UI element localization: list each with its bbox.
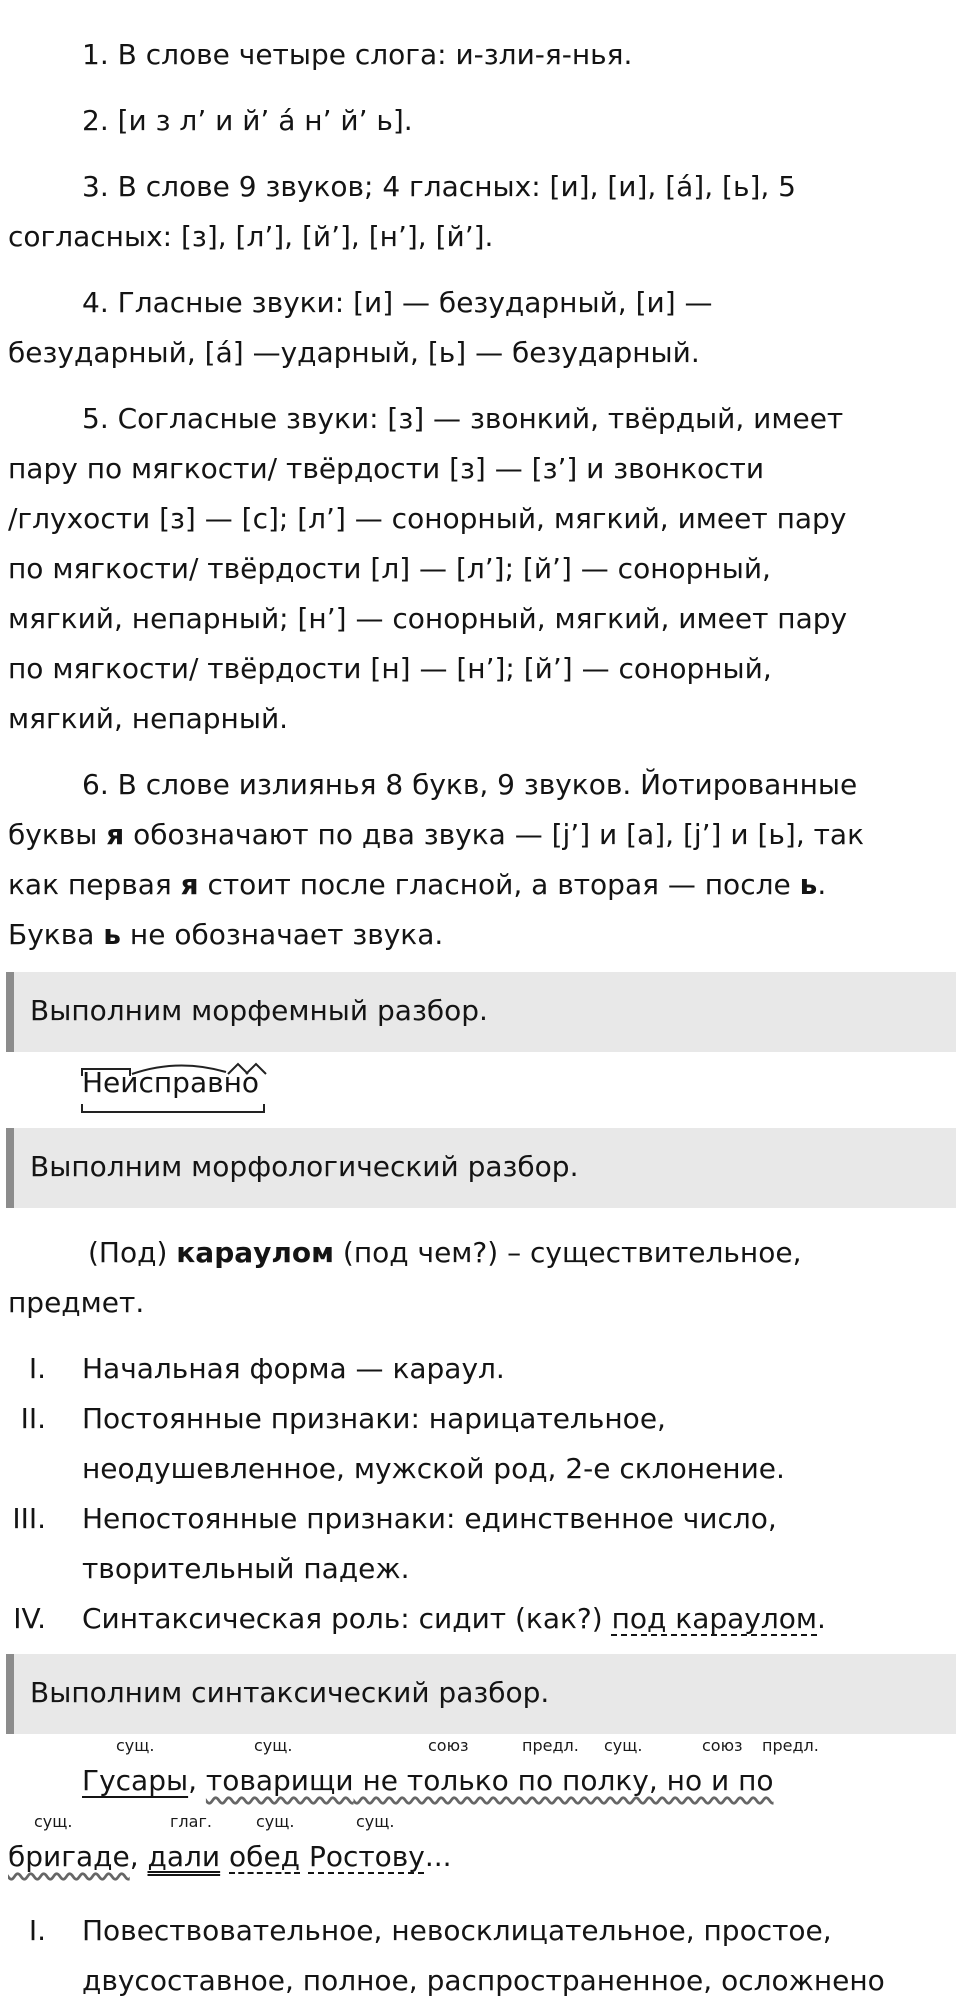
text-run: Буква [8, 918, 104, 951]
list-item: Начальная форма — караул. [82, 1352, 505, 1385]
morpheme-marks [78, 1060, 288, 1120]
text-run: стоит после гласной, а вторая — после [198, 868, 800, 901]
subject-word: Гусары [82, 1764, 189, 1797]
sentence-line-1 [82, 1756, 774, 1806]
prefix-mark [82, 1069, 130, 1076]
phonetic-point-5-line-7: мягкий, непарный. [8, 702, 289, 735]
pos-label: сущ. [34, 1812, 73, 1831]
pos-label: союз [702, 1736, 743, 1755]
object-word: Ростову [308, 1840, 425, 1873]
section-heading-text: Выполним морфемный разбор. [30, 994, 488, 1027]
phonetic-point-6-line-2 [8, 810, 864, 860]
phonetic-point-5-line-6: по мягкости/ твёрдости [н] — [н’]; [й’] — сонорный, [8, 652, 772, 685]
list-item-continuation: неодушевленное, мужской род, 2-е склонение. [82, 1452, 785, 1485]
list-item-continuation: двусоставное, полное, распространенное, осложнено [82, 1964, 885, 1997]
pos-label: глаг. [170, 1812, 212, 1831]
apposition-phrase: не только по полку, но и по [353, 1764, 774, 1797]
underlined-phrase: под караулом [611, 1602, 818, 1635]
text-run: не обозначает звука. [120, 918, 444, 951]
list-number: I. [28, 1914, 46, 1947]
phonetic-point-6-line-1: 6. В слове излиянья 8 букв, 9 звуков. Йотированные [82, 768, 858, 801]
phonetic-point-4-line-2: безударный, [а́] —ударный, [ь] — безударный. [8, 336, 700, 369]
list-item-continuation: творительный падеж. [82, 1552, 410, 1585]
morphology-intro-line-1 [88, 1228, 801, 1278]
text-run: ... [424, 1840, 452, 1873]
text-run: Синтаксическая роль: сидит (как?) [82, 1602, 612, 1635]
list-item: Постоянные признаки: нарицательное, [82, 1402, 666, 1435]
pos-label: сущ. [254, 1736, 293, 1755]
phonetic-point-6-line-3 [8, 860, 826, 910]
text-run [300, 1840, 309, 1873]
phonetic-point-5-line-5: мягкий, непарный; [н’] — сонорный, мягкий, имеет пару [8, 602, 848, 635]
section-heading-syntax [6, 1654, 956, 1734]
apposition-word: товарищи [205, 1764, 354, 1797]
phonetic-point-2: 2. [и з л’ и й’ а́ н’ й’ ь]. [82, 104, 413, 137]
stem-mark [82, 1104, 264, 1112]
pos-label: союз [428, 1736, 469, 1755]
phonetic-point-1: 1. В слове четыре слога: и-зли-я-нья. [82, 38, 633, 71]
text-run [220, 1840, 229, 1873]
list-item: Непостоянные признаки: единственное число, [82, 1502, 777, 1535]
morpheme-word: Неисправно [82, 1066, 260, 1099]
phonetic-point-5-line-1: 5. Согласные звуки: [з] — звонкий, твёрдый, имеет [82, 402, 844, 435]
morphology-intro-line-2: предмет. [8, 1286, 145, 1319]
list-item [82, 1594, 826, 1644]
pos-label: сущ. [256, 1812, 295, 1831]
list-item: Повествовательное, невосклицательное, простое, [82, 1914, 832, 1947]
section-heading-morpheme [6, 972, 956, 1052]
text-run: (Под) [88, 1236, 177, 1269]
bold-letter: я [180, 868, 199, 901]
phonetic-point-6-line-4 [8, 910, 443, 960]
text-run: обозначают по два звука — [j’] и [а], [j’] и [ь], так [124, 818, 864, 851]
phonetic-point-5-line-3: /глухости [з] — [с]; [л’] — сонорный, мягкий, имеет пару [8, 502, 847, 535]
text-run: как первая [8, 868, 181, 901]
list-number: III. [12, 1502, 46, 1535]
phonetic-point-3-line-2: согласных: [з], [л’], [й’], [н’], [й’]. [8, 220, 494, 253]
text-run: , [129, 1840, 148, 1873]
bold-letter: ь [103, 918, 121, 951]
suffix-mark-2 [246, 1064, 266, 1074]
phonetic-point-3-line-1: 3. В слове 9 звуков; 4 гласных: [и], [и], [а́], [ь], 5 [82, 170, 796, 203]
text-run: (под чем?) – существительное, [334, 1236, 802, 1269]
text-run: . [817, 1602, 826, 1635]
list-number: IV. [13, 1602, 46, 1635]
analyzed-word: караулом [176, 1236, 335, 1269]
sentence-line-2 [8, 1832, 452, 1882]
bold-letter: ь [799, 868, 818, 901]
phonetic-point-5-line-2: пару по мягкости/ твёрдости [з] — [з’] и звонкости [8, 452, 765, 485]
pos-label: предл. [762, 1736, 819, 1755]
pos-label: сущ. [604, 1736, 643, 1755]
object-word: обед [229, 1840, 301, 1873]
pos-label: сущ. [116, 1736, 155, 1755]
section-heading-text: Выполним синтаксический разбор. [30, 1676, 550, 1709]
section-heading-morphology [6, 1128, 956, 1208]
phonetic-point-5-line-4: по мягкости/ твёрдости [л] — [л’]; [й’] — сонорный, [8, 552, 771, 585]
predicate-word: дали [147, 1840, 221, 1873]
suffix-mark [228, 1064, 248, 1074]
text-run: . [817, 868, 827, 901]
pos-label: предл. [522, 1736, 579, 1755]
apposition-word: бригаде [8, 1840, 130, 1873]
root-mark [132, 1065, 226, 1074]
list-number: I. [28, 1352, 46, 1385]
text-run: буквы [8, 818, 107, 851]
pos-label: сущ. [356, 1812, 395, 1831]
section-heading-text: Выполним морфологический разбор. [30, 1150, 579, 1183]
list-number: II. [20, 1402, 46, 1435]
text-run: , [188, 1764, 206, 1797]
bold-letter: я [106, 818, 125, 851]
phonetic-point-4-line-1: 4. Гласные звуки: [и] — безударный, [и] — [82, 286, 713, 319]
